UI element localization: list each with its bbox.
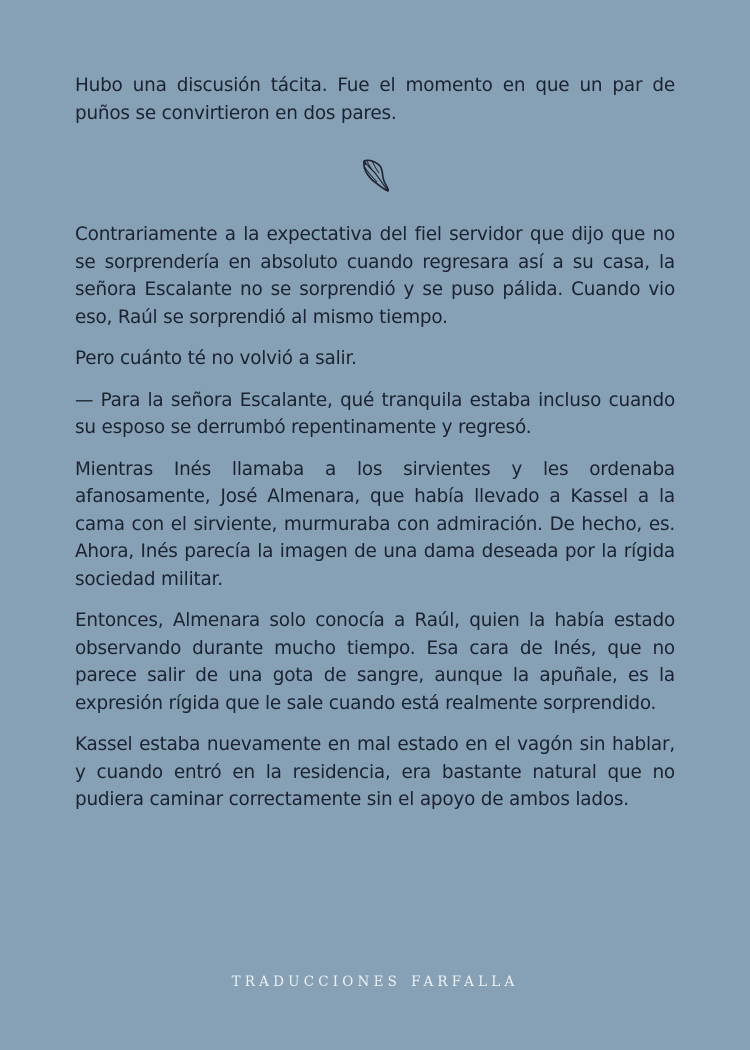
footer-word-1: TRADUCCIONES bbox=[231, 974, 402, 990]
footer-word-2: FARFALLA bbox=[411, 974, 519, 990]
page-body bbox=[75, 72, 675, 828]
paragraph: Entonces, Almenara solo conocía a Raúl, quien la había estado observando durante mucho tiempo. Esa cara de Inés, que no parece salir de una gota de sangre, aunque la apuñale, es la expresión rígida que le sale cuando está realmente sorprendido. bbox=[75, 610, 675, 714]
paragraph: Mientras Inés llamaba a los sirvientes y les ordenaba afanosamente, José Almenara, que había llevado a Kassel a la cama con el sirviente, murmuraba con admiración. De hecho, es. Ahora, Inés parecía la imagen de una dama deseada por la rígida sociedad militar. bbox=[75, 458, 675, 590]
paragraph: Kassel estaba nuevamente en mal estado en el vagón sin hablar, y cuando entró en la residencia, era bastante natural que no pudiera caminar correctamente sin el apoyo de ambos lados. bbox=[75, 734, 675, 810]
paragraph: Hubo una discusión tácita. Fue el momento en que un par de puños se convirtieron en dos pares. bbox=[75, 75, 675, 124]
footer-credit bbox=[0, 974, 750, 990]
seashell-icon bbox=[358, 156, 392, 194]
paragraph: Contrariamente a la expectativa del fiel servidor que dijo que no se sorprendería en absoluto cuando regresara así a su casa, la señora Escalante no se sorprendió y se puso pálida. Cuando vio eso, Raúl se sorprendió al mismo tiempo. bbox=[75, 224, 675, 328]
paragraph: — Para la señora Escalante, qué tranquila estaba incluso cuando su esposo se derrumbó repentinamente y regresó. bbox=[75, 389, 675, 438]
paragraph: Pero cuánto té no volvió a salir. bbox=[75, 348, 357, 369]
section-separator bbox=[75, 141, 675, 209]
